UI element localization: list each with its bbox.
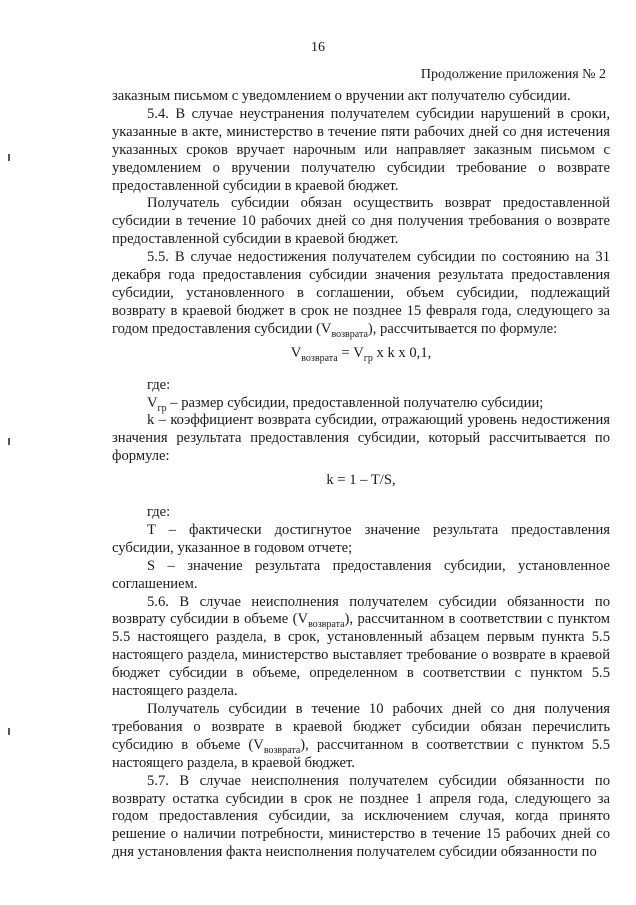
symbol: V [147,394,158,411]
paragraph-5-6 [112,594,610,701]
paragraph-5-4: 5.4. В случае неустранения получателем субсидии нарушений в сроки, указанные в акте, министерство в течение пяти рабочих дней со дня истечения указанных сроков вручает нарочным или направляет заказным письмом с уведомлением о вручении получателю субсидии требование о возврате предоставленной субсидии в краевой бюджет. [112,105,610,194]
subscript: гр [157,402,167,414]
subscript: возврата [301,352,338,364]
definition-k: k – коэффициент возврата субсидии, отражающий уровень недостижения значения результата предоставления субсидии, который рассчитывается по формуле: [112,412,610,465]
document-body [112,88,610,862]
text: ), рассчитанном в соответствии с пунктом 5.5 настоящего раздела, в краевой бюджет. [112,736,610,771]
where-label: где: [147,504,171,521]
text: ), рассчитывается по формуле: [367,320,558,337]
formula-k: k = 1 – T/S, [326,472,396,489]
text: 5.5. В случае недостижения получателем субсидии по состоянию на 31 декабря года предоставления субсидии значения результата предоставления субсидии, установленного в соглашении, объем субсидии, подлежащий возврату в краевой бюджет в срок не позднее 15 февраля года, следующего за годом предоставления субсидии (V [112,249,610,337]
formula-part: = V [337,344,364,361]
definition-s: S – значение результата предоставления субсидии, установленное соглашением. [112,557,610,592]
subscript: возврата [331,328,368,340]
paragraph: Получатель субсидии обязан осуществить возврат предоставленной субсидии в течение 10 рабочих дней со дня получения требования о возврате предоставленной субсидии в краевой бюджет. [112,195,610,248]
paragraph-5-5 [112,249,610,339]
formula-part: V [290,344,302,361]
text: – размер субсидии, предоставленной получателю субсидии; [166,394,544,411]
text: 5.6. В случае неисполнения получателем субсидии обязанности по возврату субсидии в объеме (V [112,593,610,628]
definition-vgr [112,395,610,413]
margin-mark [8,728,10,735]
appendix-continuation: Продолжение приложения № 2 [420,67,606,82]
subscript: возврата [263,744,301,756]
paragraph-5-7: 5.7. В случае неисполнения получателем субсидии обязанности по возврату остатка субсидии в срок не позднее 1 апреля года, следующего за годом предоставления субсидии, за исключением случая, когда принято решение о наличии потребности, министерство в течение 15 рабочих дней со дня установления факта неисполнения получателем субсидии обязанности по [112,772,610,861]
margin-mark [8,154,10,161]
subscript: гр [363,352,373,364]
paragraph [112,701,610,773]
text: ), рассчитанном в соответствии с пунктом 5.5 настоящего раздела, в срок, установленный абзацем первым пункта 5.5 настоящего раздела, министерство выставляет требование о возврате в краевой бюджет субсидии в объеме, определенном в соответствии с пунктом 5.5 настоящего раздела. [112,611,610,700]
text: Получатель субсидии в течение 10 рабочих дней со дня получения требования о возврате в краевой бюджет субсидии обязан перечислить субсидию в объеме (V [112,701,610,753]
where-label: где: [147,376,171,393]
page-number: 16 [311,40,325,55]
subscript: возврата [308,619,345,631]
formula-part: x k x 0,1, [372,344,432,361]
margin-mark [8,438,10,445]
paragraph: заказным письмом с уведомлением о вручении акт получателю субсидии. [112,88,571,104]
definition-t: T – фактически достигнутое значение результата предоставления субсидии, указанное в годовом отчете; [112,521,610,556]
formula-refund [112,345,610,363]
